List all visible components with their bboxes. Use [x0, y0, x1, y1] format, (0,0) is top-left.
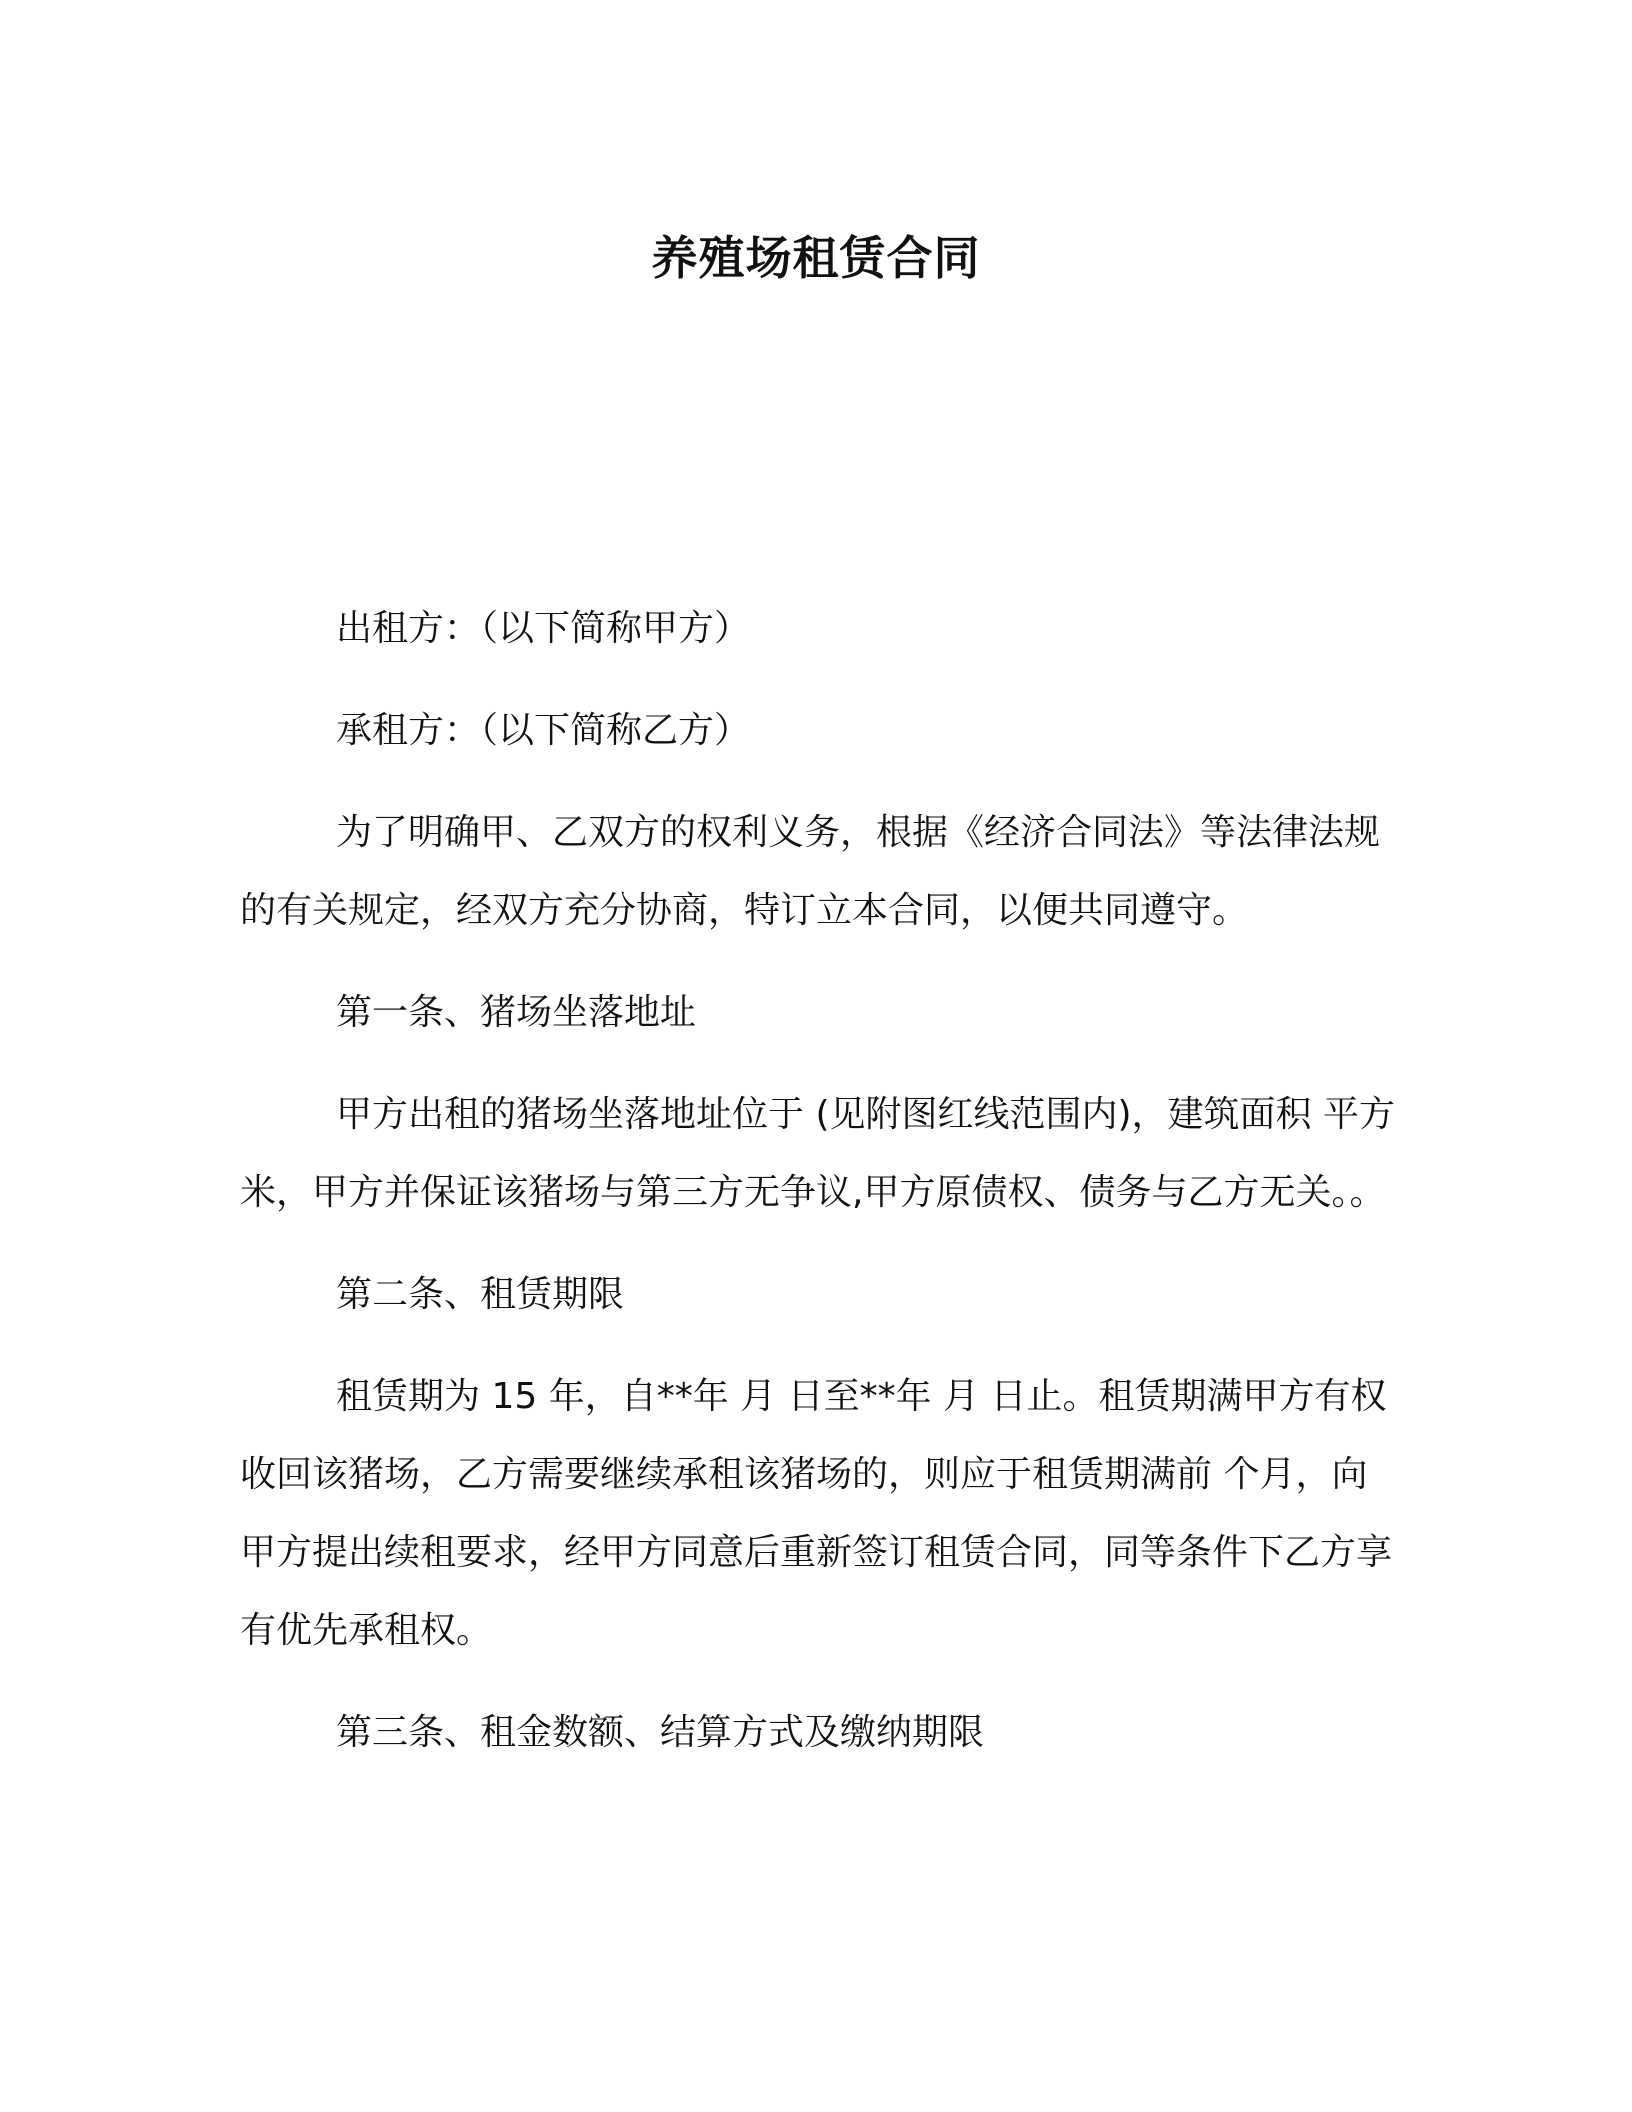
- lessee-line: 承租方：（以下简称乙方）: [336, 710, 751, 751]
- article-2-heading: 第二条、租赁期限: [336, 1274, 625, 1315]
- article-2-paragraph: 租赁期为 15 年，自**年 月 日至**年 月 日止。租赁期满甲方有权收回该猪场，乙方需要继续承租该猪场的，则应于租赁期满前 个月，向甲方提出续租要求，经甲方同意后重新签订租赁合同，同等条件下乙方享有优先承租权。: [240, 1376, 1393, 1651]
- article-1-paragraph: 甲方出租的猪场坐落地址位于 (见附图红线范围内)，建筑面积 平方米，甲方并保证该猪场与第三方无争议,甲方原债权、债务与乙方无关。。: [240, 1094, 1395, 1213]
- preamble-paragraph: 为了明确甲、乙双方的权利义务，根据《经济合同法》等法律法规的有关规定，经双方充分协商，特订立本合同，以便共同遵守。: [240, 812, 1381, 931]
- document-title: 养殖场租赁合同: [651, 231, 981, 285]
- article-1-heading: 第一条、猪场坐落地址: [336, 992, 697, 1033]
- document-body: [240, 590, 1400, 1796]
- article-3-heading: 第三条、租金数额、结算方式及缴纳期限: [336, 1712, 985, 1753]
- lessor-line: 出租方：（以下简称甲方）: [336, 608, 751, 649]
